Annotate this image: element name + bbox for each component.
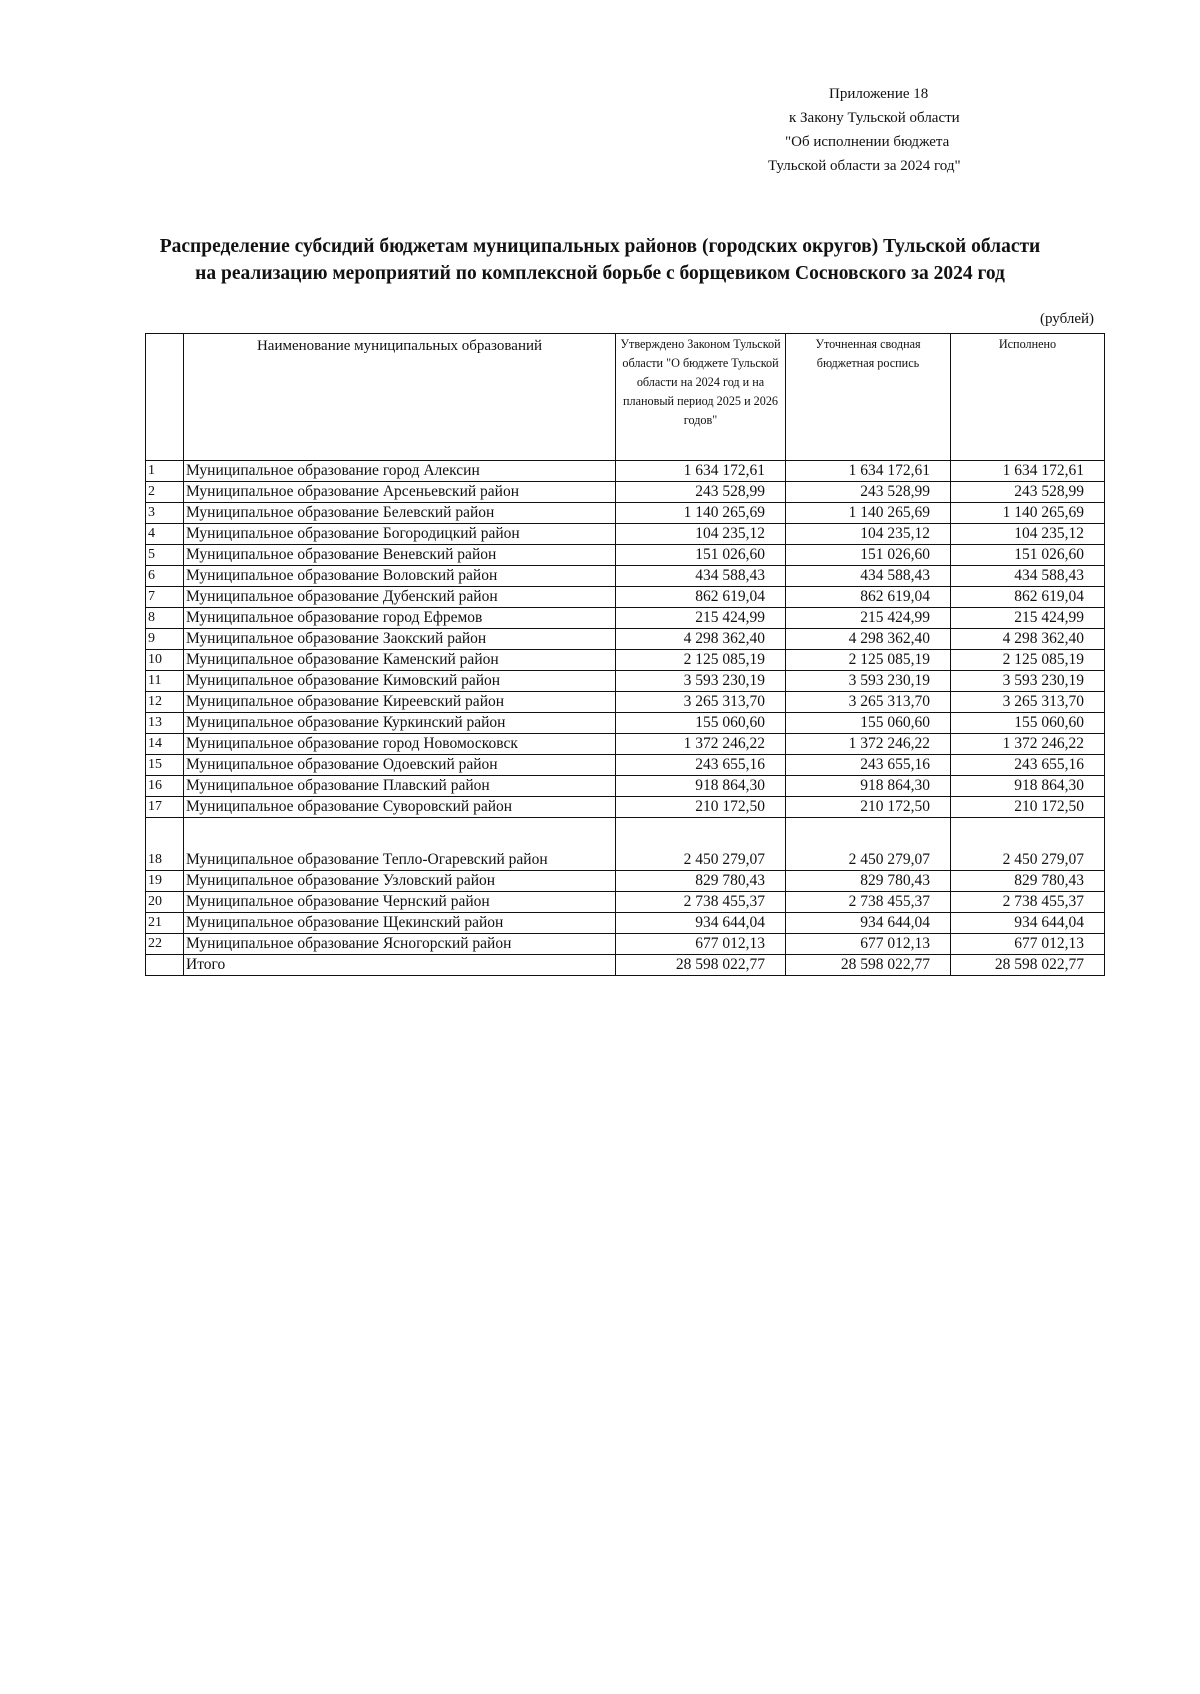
approved-amount: 1 140 265,69	[616, 503, 786, 524]
municipality-name: Муниципальное образование город Алексин	[184, 461, 616, 482]
municipality-name: Муниципальное образование Каменский район	[184, 650, 616, 671]
header-name: Наименование муниципальных образований	[184, 334, 616, 461]
table-header-row	[146, 334, 1105, 461]
approved-amount: 243 655,16	[616, 755, 786, 776]
executed-amount: 215 424,99	[951, 608, 1105, 629]
municipality-name: Муниципальное образование Куркинский район	[184, 713, 616, 734]
approved-amount: 210 172,50	[616, 797, 786, 818]
row-number: 7	[146, 587, 184, 608]
approved-amount: 1 634 172,61	[616, 461, 786, 482]
row-number: 5	[146, 545, 184, 566]
executed-amount: 243 528,99	[951, 482, 1105, 503]
table-row	[146, 566, 1105, 587]
row-number: 8	[146, 608, 184, 629]
approved-amount: 434 588,43	[616, 566, 786, 587]
revised-amount: 243 655,16	[786, 755, 951, 776]
table-row	[146, 650, 1105, 671]
table-row	[146, 503, 1105, 524]
municipality-name: Итого	[184, 955, 616, 976]
approved-amount: 3 593 230,19	[616, 671, 786, 692]
table-row	[146, 934, 1105, 955]
executed-amount: 155 060,60	[951, 713, 1105, 734]
table-row	[146, 692, 1105, 713]
table-row	[146, 818, 1105, 871]
title-line-1: Распределение субсидий бюджетам муниципальных районов (городских округов) Тульской области	[159, 236, 1041, 257]
executed-amount: 3 593 230,19	[951, 671, 1105, 692]
table-row	[146, 755, 1105, 776]
row-number: 12	[146, 692, 184, 713]
appendix-line-1: Приложение 18	[829, 86, 929, 102]
row-number: 16	[146, 776, 184, 797]
executed-amount: 3 265 313,70	[951, 692, 1105, 713]
row-number	[146, 955, 184, 976]
executed-amount: 1 372 246,22	[951, 734, 1105, 755]
revised-amount: 434 588,43	[786, 566, 951, 587]
executed-amount: 918 864,30	[951, 776, 1105, 797]
row-number: 14	[146, 734, 184, 755]
table-row	[146, 524, 1105, 545]
approved-amount: 2 450 279,07	[616, 818, 786, 871]
approved-amount: 862 619,04	[616, 587, 786, 608]
table-row	[146, 482, 1105, 503]
row-number: 19	[146, 871, 184, 892]
revised-amount: 2 738 455,37	[786, 892, 951, 913]
municipality-name: Муниципальное образование Кимовский район	[184, 671, 616, 692]
executed-amount: 934 644,04	[951, 913, 1105, 934]
executed-amount: 2 450 279,07	[951, 818, 1105, 871]
appendix-reference	[740, 82, 1040, 178]
table-row	[146, 913, 1105, 934]
municipality-name: Муниципальное образование Белевский район	[184, 503, 616, 524]
table-row	[146, 734, 1105, 755]
revised-amount: 28 598 022,77	[786, 955, 951, 976]
approved-amount: 155 060,60	[616, 713, 786, 734]
row-number: 21	[146, 913, 184, 934]
revised-amount: 151 026,60	[786, 545, 951, 566]
approved-amount: 2 738 455,37	[616, 892, 786, 913]
revised-amount: 677 012,13	[786, 934, 951, 955]
subsidy-table	[145, 333, 1105, 976]
municipality-name: Муниципальное образование Дубенский район	[184, 587, 616, 608]
revised-amount: 1 140 265,69	[786, 503, 951, 524]
revised-amount: 829 780,43	[786, 871, 951, 892]
revised-amount: 243 528,99	[786, 482, 951, 503]
table-row	[146, 671, 1105, 692]
municipality-name: Муниципальное образование Узловский район	[184, 871, 616, 892]
document-title	[100, 233, 1100, 287]
row-number: 6	[146, 566, 184, 587]
revised-amount: 104 235,12	[786, 524, 951, 545]
approved-amount: 104 235,12	[616, 524, 786, 545]
municipality-name: Муниципальное образование Плавский район	[184, 776, 616, 797]
municipality-name: Муниципальное образование Арсеньевский район	[184, 482, 616, 503]
header-executed: Исполнено	[951, 334, 1105, 461]
executed-amount: 2 125 085,19	[951, 650, 1105, 671]
executed-amount: 677 012,13	[951, 934, 1105, 955]
executed-amount: 862 619,04	[951, 587, 1105, 608]
revised-amount: 4 298 362,40	[786, 629, 951, 650]
executed-amount: 4 298 362,40	[951, 629, 1105, 650]
executed-amount: 1 634 172,61	[951, 461, 1105, 482]
revised-amount: 3 593 230,19	[786, 671, 951, 692]
executed-amount: 829 780,43	[951, 871, 1105, 892]
row-number: 2	[146, 482, 184, 503]
executed-amount: 1 140 265,69	[951, 503, 1105, 524]
municipality-name: Муниципальное образование Одоевский район	[184, 755, 616, 776]
revised-amount: 215 424,99	[786, 608, 951, 629]
table-row	[146, 871, 1105, 892]
revised-amount: 210 172,50	[786, 797, 951, 818]
executed-amount: 151 026,60	[951, 545, 1105, 566]
executed-amount: 28 598 022,77	[951, 955, 1105, 976]
table-row	[146, 461, 1105, 482]
municipality-name: Муниципальное образование Ясногорский район	[184, 934, 616, 955]
appendix-line-3: "Об исполнении бюджета	[785, 134, 950, 150]
row-number: 3	[146, 503, 184, 524]
municipality-name: Муниципальное образование Киреевский район	[184, 692, 616, 713]
appendix-line-2: к Закону Тульской области	[789, 110, 960, 126]
approved-amount: 918 864,30	[616, 776, 786, 797]
table-row	[146, 892, 1105, 913]
executed-amount: 210 172,50	[951, 797, 1105, 818]
row-number: 9	[146, 629, 184, 650]
municipality-name: Муниципальное образование Веневский район	[184, 545, 616, 566]
municipality-name: Муниципальное образование Богородицкий район	[184, 524, 616, 545]
municipality-name: Муниципальное образование Суворовский район	[184, 797, 616, 818]
municipality-name: Муниципальное образование Заокский район	[184, 629, 616, 650]
row-number: 22	[146, 934, 184, 955]
approved-amount: 1 372 246,22	[616, 734, 786, 755]
approved-amount: 677 012,13	[616, 934, 786, 955]
municipality-name: Муниципальное образование Чернский район	[184, 892, 616, 913]
approved-amount: 3 265 313,70	[616, 692, 786, 713]
municipality-name: Муниципальное образование город Новомосковск	[184, 734, 616, 755]
approved-amount: 151 026,60	[616, 545, 786, 566]
executed-amount: 2 738 455,37	[951, 892, 1105, 913]
header-index-cell	[146, 334, 184, 461]
row-number: 13	[146, 713, 184, 734]
approved-amount: 4 298 362,40	[616, 629, 786, 650]
table-row	[146, 608, 1105, 629]
revised-amount: 3 265 313,70	[786, 692, 951, 713]
title-line-2: на реализацию мероприятий по комплексной борьбе с борщевиком Сосновского за 2024 год	[195, 263, 1005, 284]
approved-amount: 829 780,43	[616, 871, 786, 892]
row-number: 20	[146, 892, 184, 913]
approved-amount: 28 598 022,77	[616, 955, 786, 976]
row-number: 18	[146, 818, 184, 871]
municipality-name: Муниципальное образование Щекинский район	[184, 913, 616, 934]
approved-amount: 243 528,99	[616, 482, 786, 503]
table-row	[146, 776, 1105, 797]
executed-amount: 104 235,12	[951, 524, 1105, 545]
municipality-name: Муниципальное образование город Ефремов	[184, 608, 616, 629]
approved-amount: 934 644,04	[616, 913, 786, 934]
table-total-row	[146, 955, 1105, 976]
units-label: (рублей)	[1040, 311, 1095, 327]
executed-amount: 434 588,43	[951, 566, 1105, 587]
row-number: 1	[146, 461, 184, 482]
row-number: 11	[146, 671, 184, 692]
municipality-name: Муниципальное образование Воловский район	[184, 566, 616, 587]
revised-amount: 155 060,60	[786, 713, 951, 734]
header-approved: Утверждено Законом Тульской области "О бюджете Тульской области на 2024 год и на плановый период 2025 и 2026 годов"	[616, 334, 786, 461]
row-number: 10	[146, 650, 184, 671]
revised-amount: 2 450 279,07	[786, 818, 951, 871]
header-revised: Уточненная сводная бюджетная роспись	[786, 334, 951, 461]
revised-amount: 934 644,04	[786, 913, 951, 934]
appendix-line-4: Тульской области за 2024 год"	[768, 158, 961, 174]
revised-amount: 862 619,04	[786, 587, 951, 608]
table-row	[146, 713, 1105, 734]
revised-amount: 1 634 172,61	[786, 461, 951, 482]
table-row	[146, 587, 1105, 608]
table-row	[146, 797, 1105, 818]
table-row	[146, 545, 1105, 566]
revised-amount: 2 125 085,19	[786, 650, 951, 671]
municipality-name: Муниципальное образование Тепло-Огаревский район	[184, 818, 616, 871]
revised-amount: 918 864,30	[786, 776, 951, 797]
revised-amount: 1 372 246,22	[786, 734, 951, 755]
row-number: 17	[146, 797, 184, 818]
table-row	[146, 629, 1105, 650]
approved-amount: 2 125 085,19	[616, 650, 786, 671]
row-number: 4	[146, 524, 184, 545]
approved-amount: 215 424,99	[616, 608, 786, 629]
executed-amount: 243 655,16	[951, 755, 1105, 776]
row-number: 15	[146, 755, 184, 776]
